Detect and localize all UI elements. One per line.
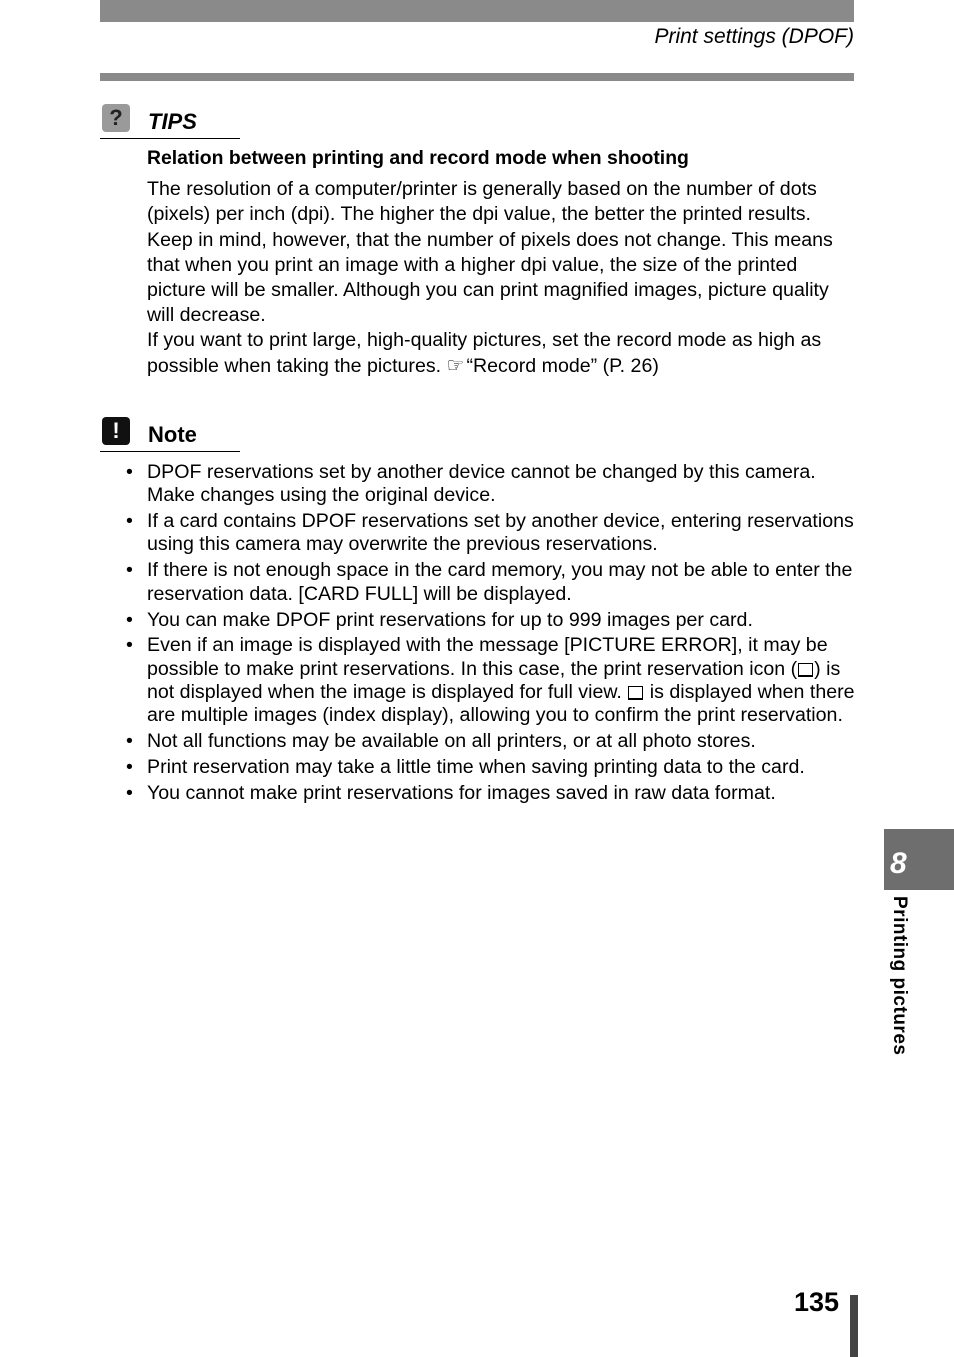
page-number: 135 [794, 1287, 840, 1317]
header-bar [100, 0, 854, 22]
list-item: • Even if an image is displayed with the message [PICTURE ERROR], it may be possible to make print reservations. In this case, the print reservation icon ( ) is not displayed when the image is displayed for full view. is displayed when there are multiple images (index display), allowing you to confirm the print reservation. [126, 634, 855, 727]
print-reservation-icon [628, 686, 643, 700]
page-header-title: Print settings (DPOF) [654, 25, 854, 48]
print-reservation-icon [798, 663, 813, 677]
note-list [100, 461, 860, 808]
tips-paragraph: The resolution of a computer/printer is generally based on the number of dots (pixels) per inch (dpi). The higher the dpi value, the better the printed results. Keep in mind, however, that the number of pixels does not change. This means that when you print an image with a higher dpi value, the size of the printed picture will be smaller. Although you can print magnified images, picture quality will decrease. [147, 178, 833, 327]
header-divider [100, 73, 854, 81]
chapter-title: Printing pictures [889, 896, 910, 1056]
list-item: • You can make DPOF print reservations for up to 999 images per card. [126, 608, 753, 631]
chapter-number: 8 [890, 847, 907, 880]
record-mode-reference: “Record mode” (P. 26) [466, 354, 659, 377]
tips-heading [100, 104, 240, 139]
exclamation-icon: ! [102, 417, 130, 445]
tips-subheading: Relation between printing and record mode when shooting [147, 147, 689, 169]
tips-label: TIPS [148, 109, 197, 134]
list-item: • If a card contains DPOF reservations set by another device, entering reservations using this camera may overwrite the previous reservations. [126, 510, 854, 556]
question-icon: ? [102, 104, 130, 132]
note-label: Note [148, 422, 197, 447]
page-number-bar [850, 1295, 858, 1357]
tips-paragraph-text: If you want to print large, high-quality pictures, set the record mode as high as possible when taking the pictures. [147, 329, 822, 377]
tips-body [147, 146, 857, 379]
list-item: • Not all functions may be available on all printers, or at all photo stores. [126, 730, 756, 753]
tips-paragraph [147, 328, 857, 378]
list-item: • If there is not enough space in the card memory, you may not be able to enter the reservation data. [CARD FULL] will be displayed. [126, 559, 853, 605]
list-item: • DPOF reservations set by another device cannot be changed by this camera. Make changes using the original device. [126, 461, 816, 507]
pointing-hand-icon: ☞ [446, 354, 465, 377]
note-heading [100, 417, 240, 452]
chapter-tab [884, 829, 954, 890]
list-item: • Print reservation may take a little time when saving printing data to the card. [126, 756, 805, 779]
list-item: • You cannot make print reservations for images saved in raw data format. [126, 782, 776, 805]
